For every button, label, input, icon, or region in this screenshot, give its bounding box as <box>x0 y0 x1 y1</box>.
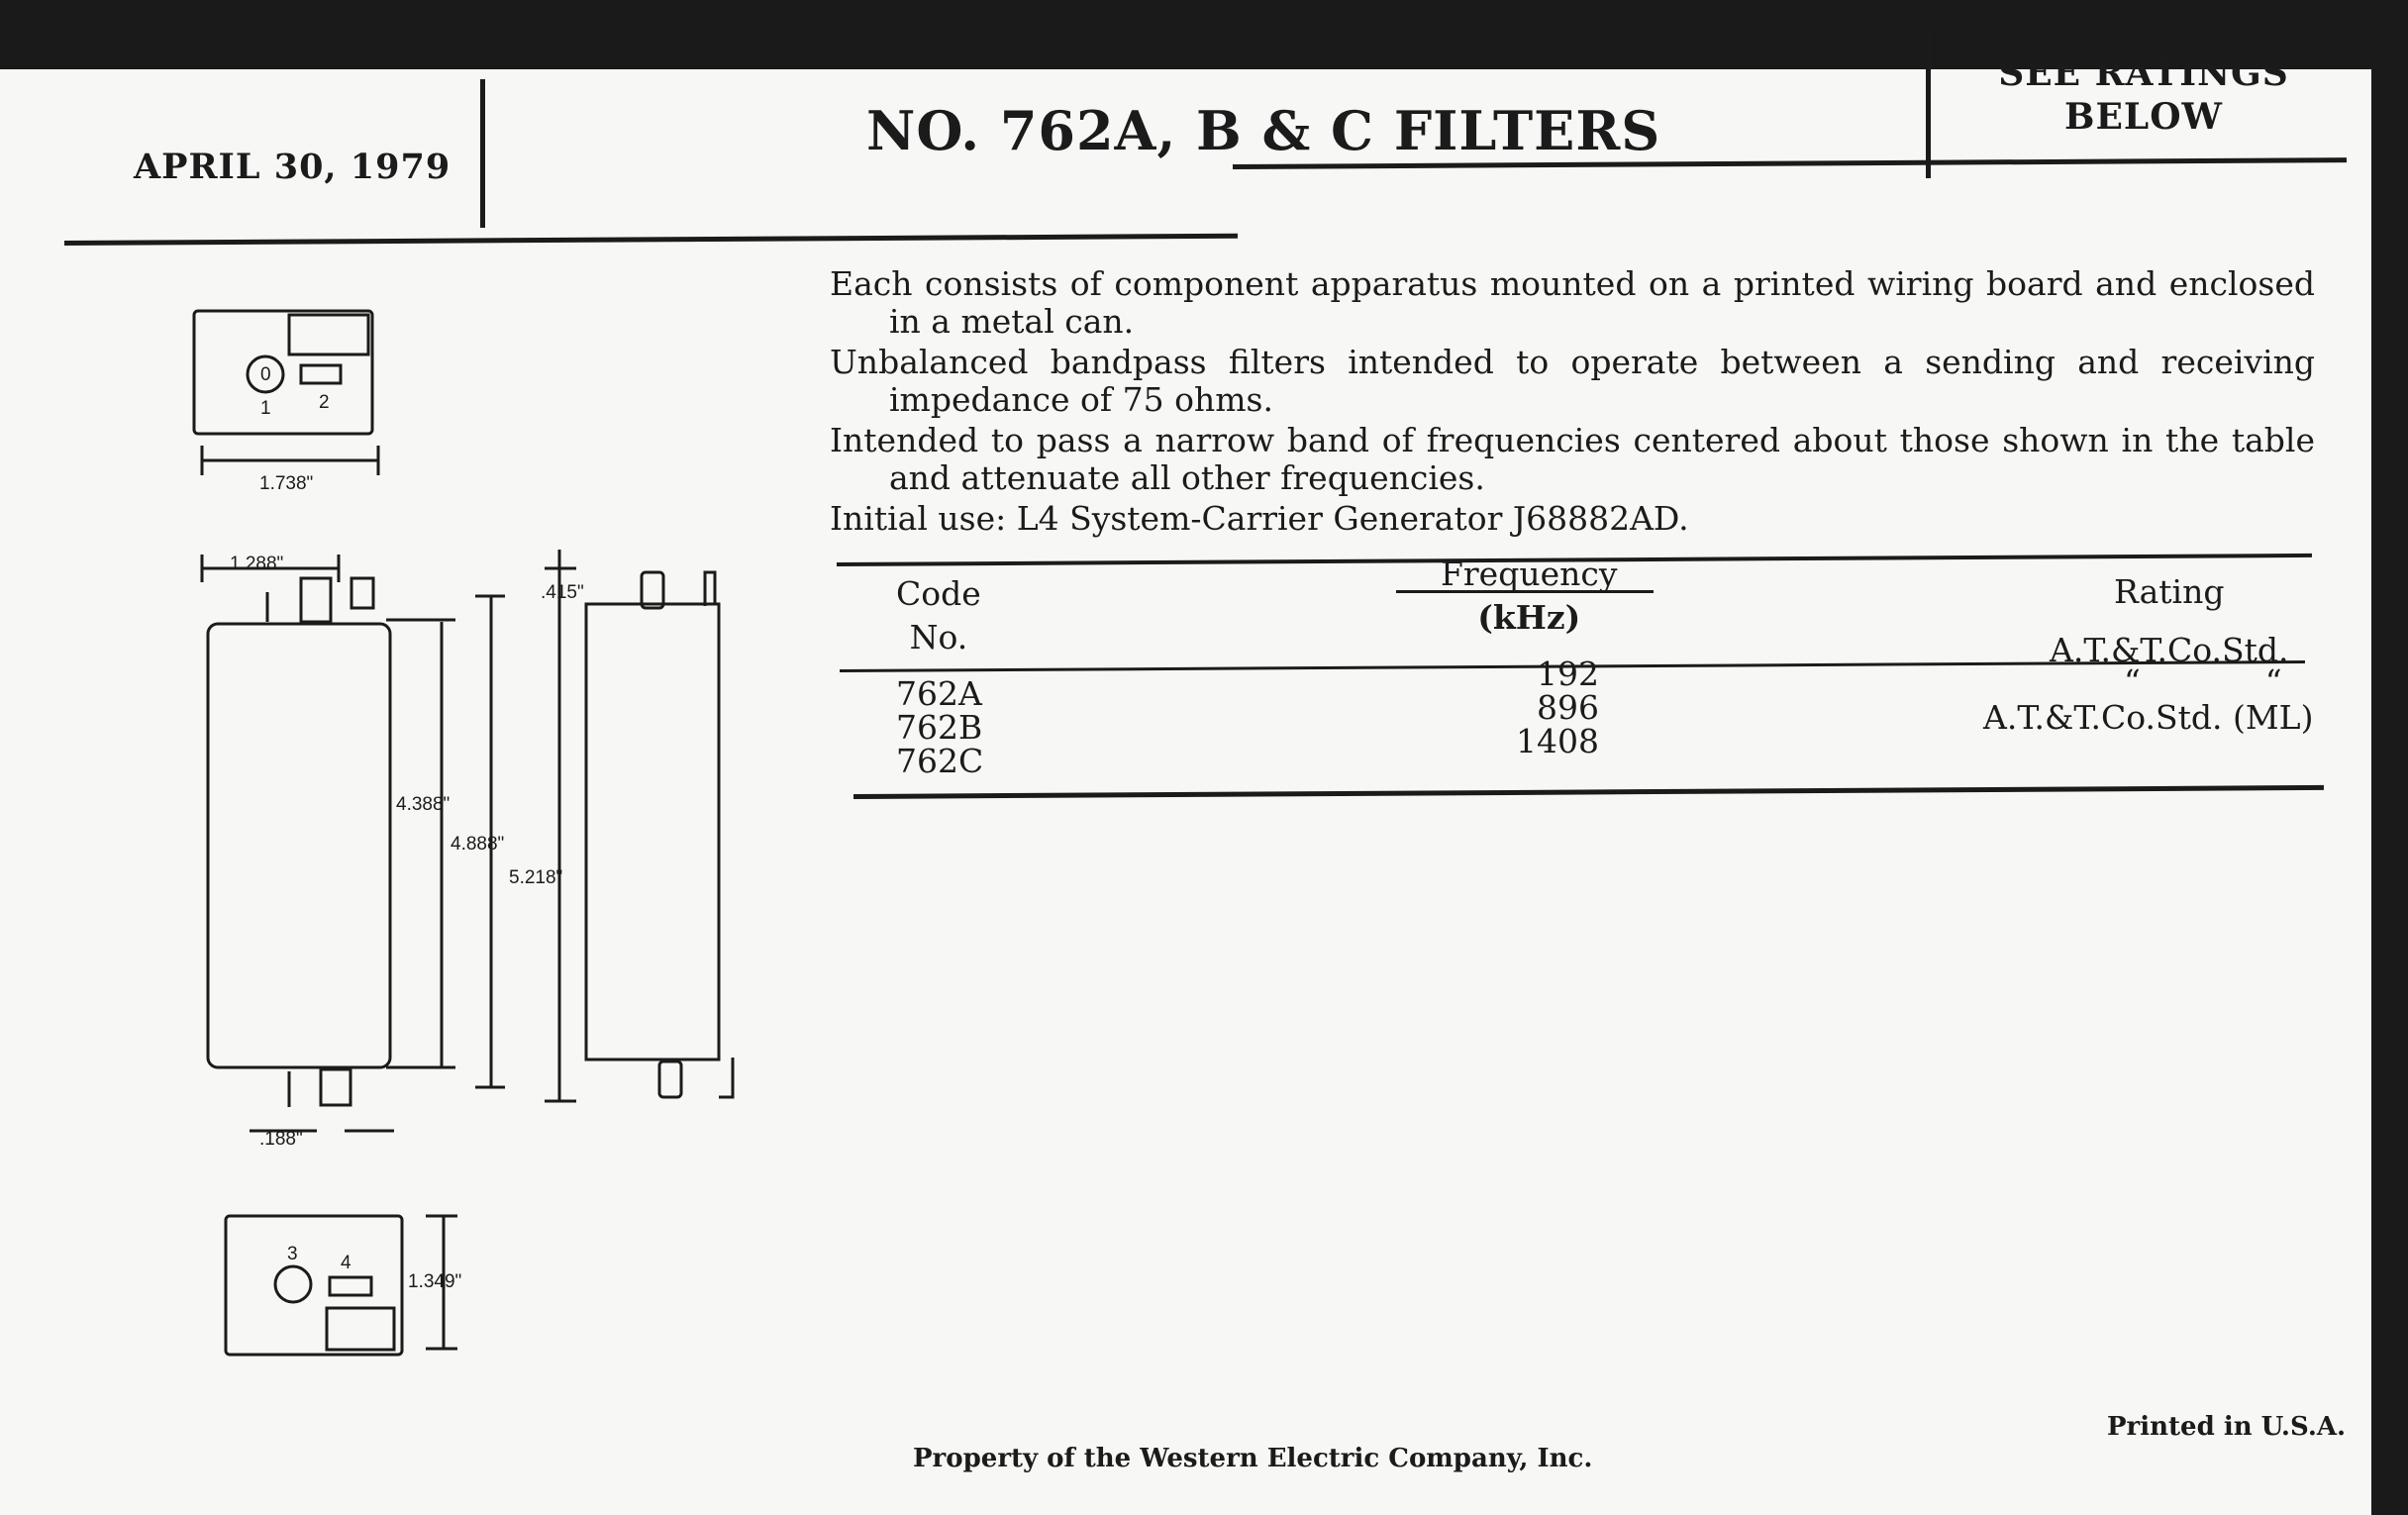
rating-note <box>1975 51 2312 139</box>
dim-pin-spacing: .188" <box>259 1129 303 1150</box>
top-view-bracket <box>289 315 368 354</box>
footer-printed: Printed in U.S.A. <box>2107 1412 2347 1442</box>
col-header-code-line2: No. <box>909 618 968 656</box>
issue-date: APRIL 30, 1979 <box>134 147 452 187</box>
bottom-view-terminal <box>275 1266 311 1302</box>
side-view-tab-bottom <box>659 1061 681 1097</box>
term-label-0: 0 <box>260 364 271 385</box>
dim-body-offset: 1.288" <box>230 554 284 574</box>
front-view-body <box>208 624 390 1067</box>
description <box>830 265 2315 541</box>
term-label-3: 3 <box>287 1244 298 1264</box>
description-para-3: Intended to pass a narrow band of frequencies centered about those shown in the table and attenuate all other frequencies. <box>830 421 2315 497</box>
page-title: NO. 762A, B & C FILTERS <box>866 99 1661 162</box>
term-label-2: 2 <box>319 392 330 413</box>
bottom-view-pad <box>330 1277 371 1295</box>
outline-drawing <box>0 0 891 1406</box>
dim-top-width: 1.738" <box>259 473 314 494</box>
row-code: 762C <box>896 742 984 780</box>
row-frequency: 192 <box>1537 655 1599 693</box>
dim-bottom-height: 1.349" <box>408 1271 462 1292</box>
top-view-pad <box>301 365 341 383</box>
table-row <box>896 674 984 780</box>
rating-cell-2: A.T.&T.Co.Std. (ML) <box>1983 698 2314 737</box>
table-row <box>1490 657 1599 758</box>
front-view-bracket-top <box>301 578 331 622</box>
rating-cell-0: A.T.&T.Co.Std. <box>2050 631 2289 669</box>
dim-len-a: 4.388" <box>396 794 451 815</box>
header-divider-right <box>1926 30 1931 178</box>
dim-side-top: .415" <box>541 582 584 603</box>
col-header-frequency-line1: Frequency <box>1441 555 1618 593</box>
dim-len-b: 4.888" <box>451 834 505 855</box>
front-view-bracket-bottom <box>321 1069 351 1105</box>
description-para-1: Each consists of component apparatus mounted on a printed wiring board and enclosed in a metal can. <box>830 264 2315 341</box>
col-header-frequency-line2: (kHz) <box>1477 598 1581 637</box>
row-frequency: 896 <box>1537 688 1599 727</box>
description-para-2: Unbalanced bandpass filters intended to operate between a sending and receiving impedance of 75 ohms. <box>830 343 2315 419</box>
col-header-code-line1: Code <box>896 574 981 613</box>
col-header-code <box>896 572 981 659</box>
col-header-rating: Rating <box>2114 572 2225 611</box>
description-initial-use: Initial use: L4 System-Carrier Generator J68882AD. <box>830 499 1689 538</box>
row-code: 762A <box>896 674 982 713</box>
bottom-view-outline <box>226 1216 402 1355</box>
rating-note-line1: SEE RATINGS <box>1998 52 2289 94</box>
bottom-view-bracket <box>327 1308 394 1350</box>
row-frequency: 1408 <box>1516 722 1599 760</box>
dim-len-c: 5.218" <box>509 867 563 888</box>
row-code: 762B <box>896 708 983 747</box>
footer-property: Property of the Western Electric Company, Inc. <box>913 1444 1593 1473</box>
side-view-body <box>586 604 719 1060</box>
rating-cell-1: “ “ <box>2124 662 2282 701</box>
rating-note-line2: BELOW <box>2064 96 2223 138</box>
term-label-1: 1 <box>260 398 271 419</box>
front-view-bracket-top2 <box>351 578 373 608</box>
col-header-frequency <box>1441 553 1618 640</box>
term-label-4: 4 <box>341 1253 351 1273</box>
